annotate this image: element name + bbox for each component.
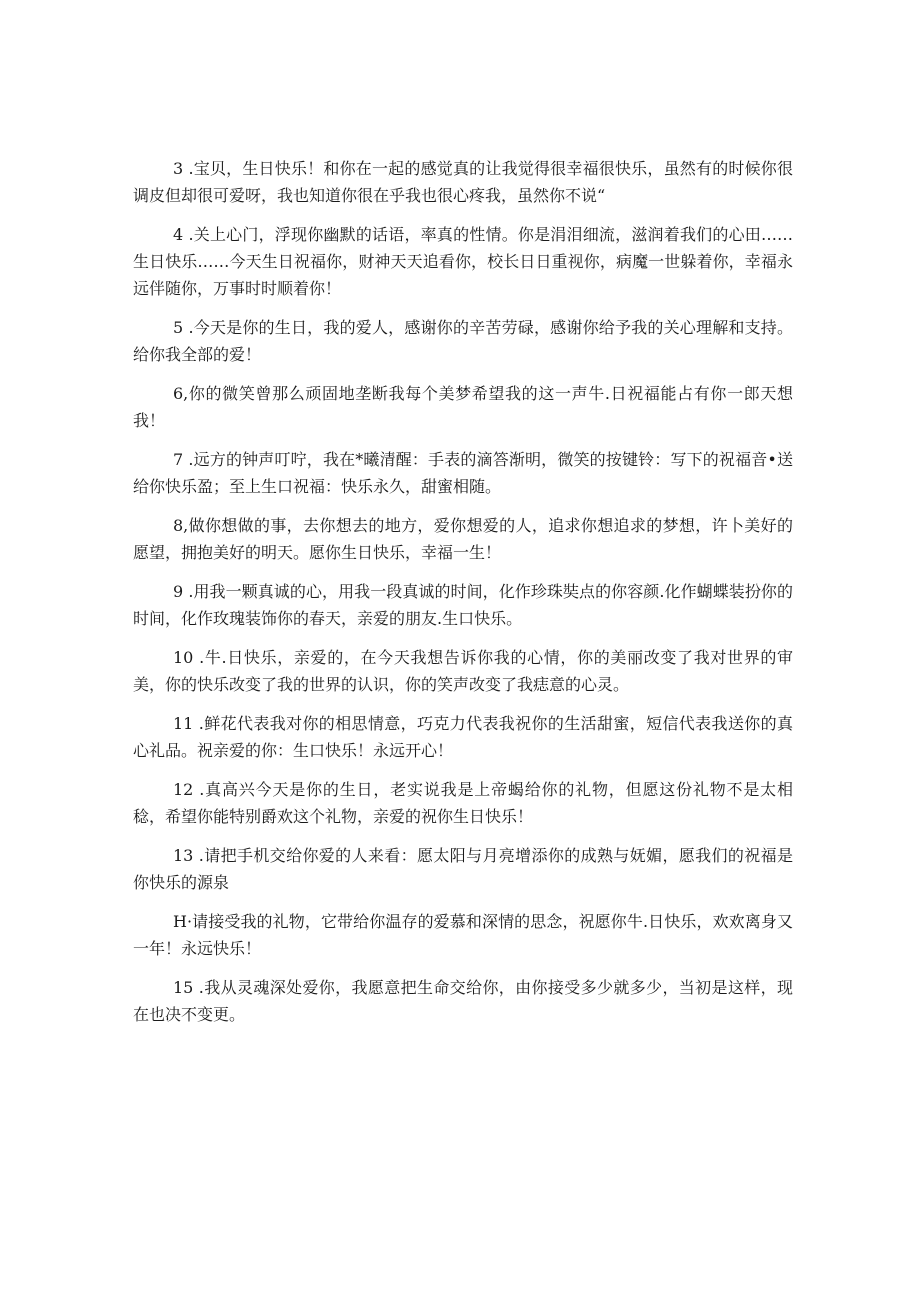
paragraph-3: 3 .宝贝，生日快乐！和你在一起的感觉真的让我觉得很幸福很快乐，虽然有的时候你很调皮但却很可爱呀，我也知道你很在乎我也很心疼我，虽然你不说“ [133, 159, 793, 205]
paragraph-10: 10 .牛.日快乐，亲爱的，在今天我想告诉你我的心情，你的美丽改变了我对世界的审美，你的快乐改变了我的世界的认识，你的笑声改变了我痣意的心灵。 [133, 648, 793, 694]
paragraph-5: 5 .今天是你的生日，我的爱人，感谢你的辛苦劳碌，感谢你给予我的关心理解和支持。给你我全部的爱！ [133, 318, 793, 364]
paragraph-7: 7 .远方的钟声叮咛，我在*曦清醒：手表的滴答渐明，微笑的按键铃：写下的祝福音•送给你快乐盈；至上生口祝福：快乐永久，甜蜜相随。 [133, 450, 793, 496]
paragraph-11: 11 .鲜花代表我对你的相思情意，巧克力代表我祝你的生活甜蜜，短信代表我送你的真心礼品。祝亲爱的你：生口快乐！永远开心！ [133, 714, 793, 760]
paragraph-13: 13 .请把手机交给你爱的人来看：愿太阳与月亮增添你的成熟与妩媚，愿我们的祝福是你快乐的源泉 [133, 846, 793, 892]
paragraph-6: 6,你的微笑曾那么顽固地垄断我每个美梦希望我的这一声牛.日祝福能占有你一郎天想我！ [133, 384, 793, 430]
paragraph-12: 12 .真高兴今天是你的生日，老实说我是上帝蝎给你的礼物，但愿这份礼物不是太相稔，希望你能特别爵欢这个礼物，亲爱的祝你生日快乐！ [133, 780, 793, 826]
document-body [133, 155, 793, 1040]
paragraph-15: 15 .我从灵魂深处爱你，我愿意把生命交给你，由你接受多少就多少，当初是这样，现在也决不变更。 [133, 978, 793, 1024]
paragraph-4: 4 .关上心门，浮现你幽默的话语，率真的性情。你是涓泪细流，滋润着我们的心田……生日快乐……今天生日祝福你，财神天天追看你，校长日日重视你，病魔一世躲着你，幸福永远伴随你，万事时时顺着你！ [133, 225, 793, 298]
paragraph-14: H·请接受我的礼物，它带给你温存的爱慕和深情的思念，祝愿你牛.日快乐，欢欢离身又一年！永远快乐！ [133, 912, 793, 958]
paragraph-9: 9 .用我一颗真诚的心，用我一段真诚的时间，化作珍珠奘点的你容颜.化作蝴蝶装扮你的时间，化作玫瑰装饰你的春天，亲爱的朋友.生口快乐。 [133, 582, 793, 628]
paragraph-8: 8,做你想做的事，去你想去的地方，爱你想爱的人，追求你想追求的梦想，许卜美好的愿望，拥抱美好的明天。愿你生日快乐，幸福一生！ [133, 516, 793, 562]
